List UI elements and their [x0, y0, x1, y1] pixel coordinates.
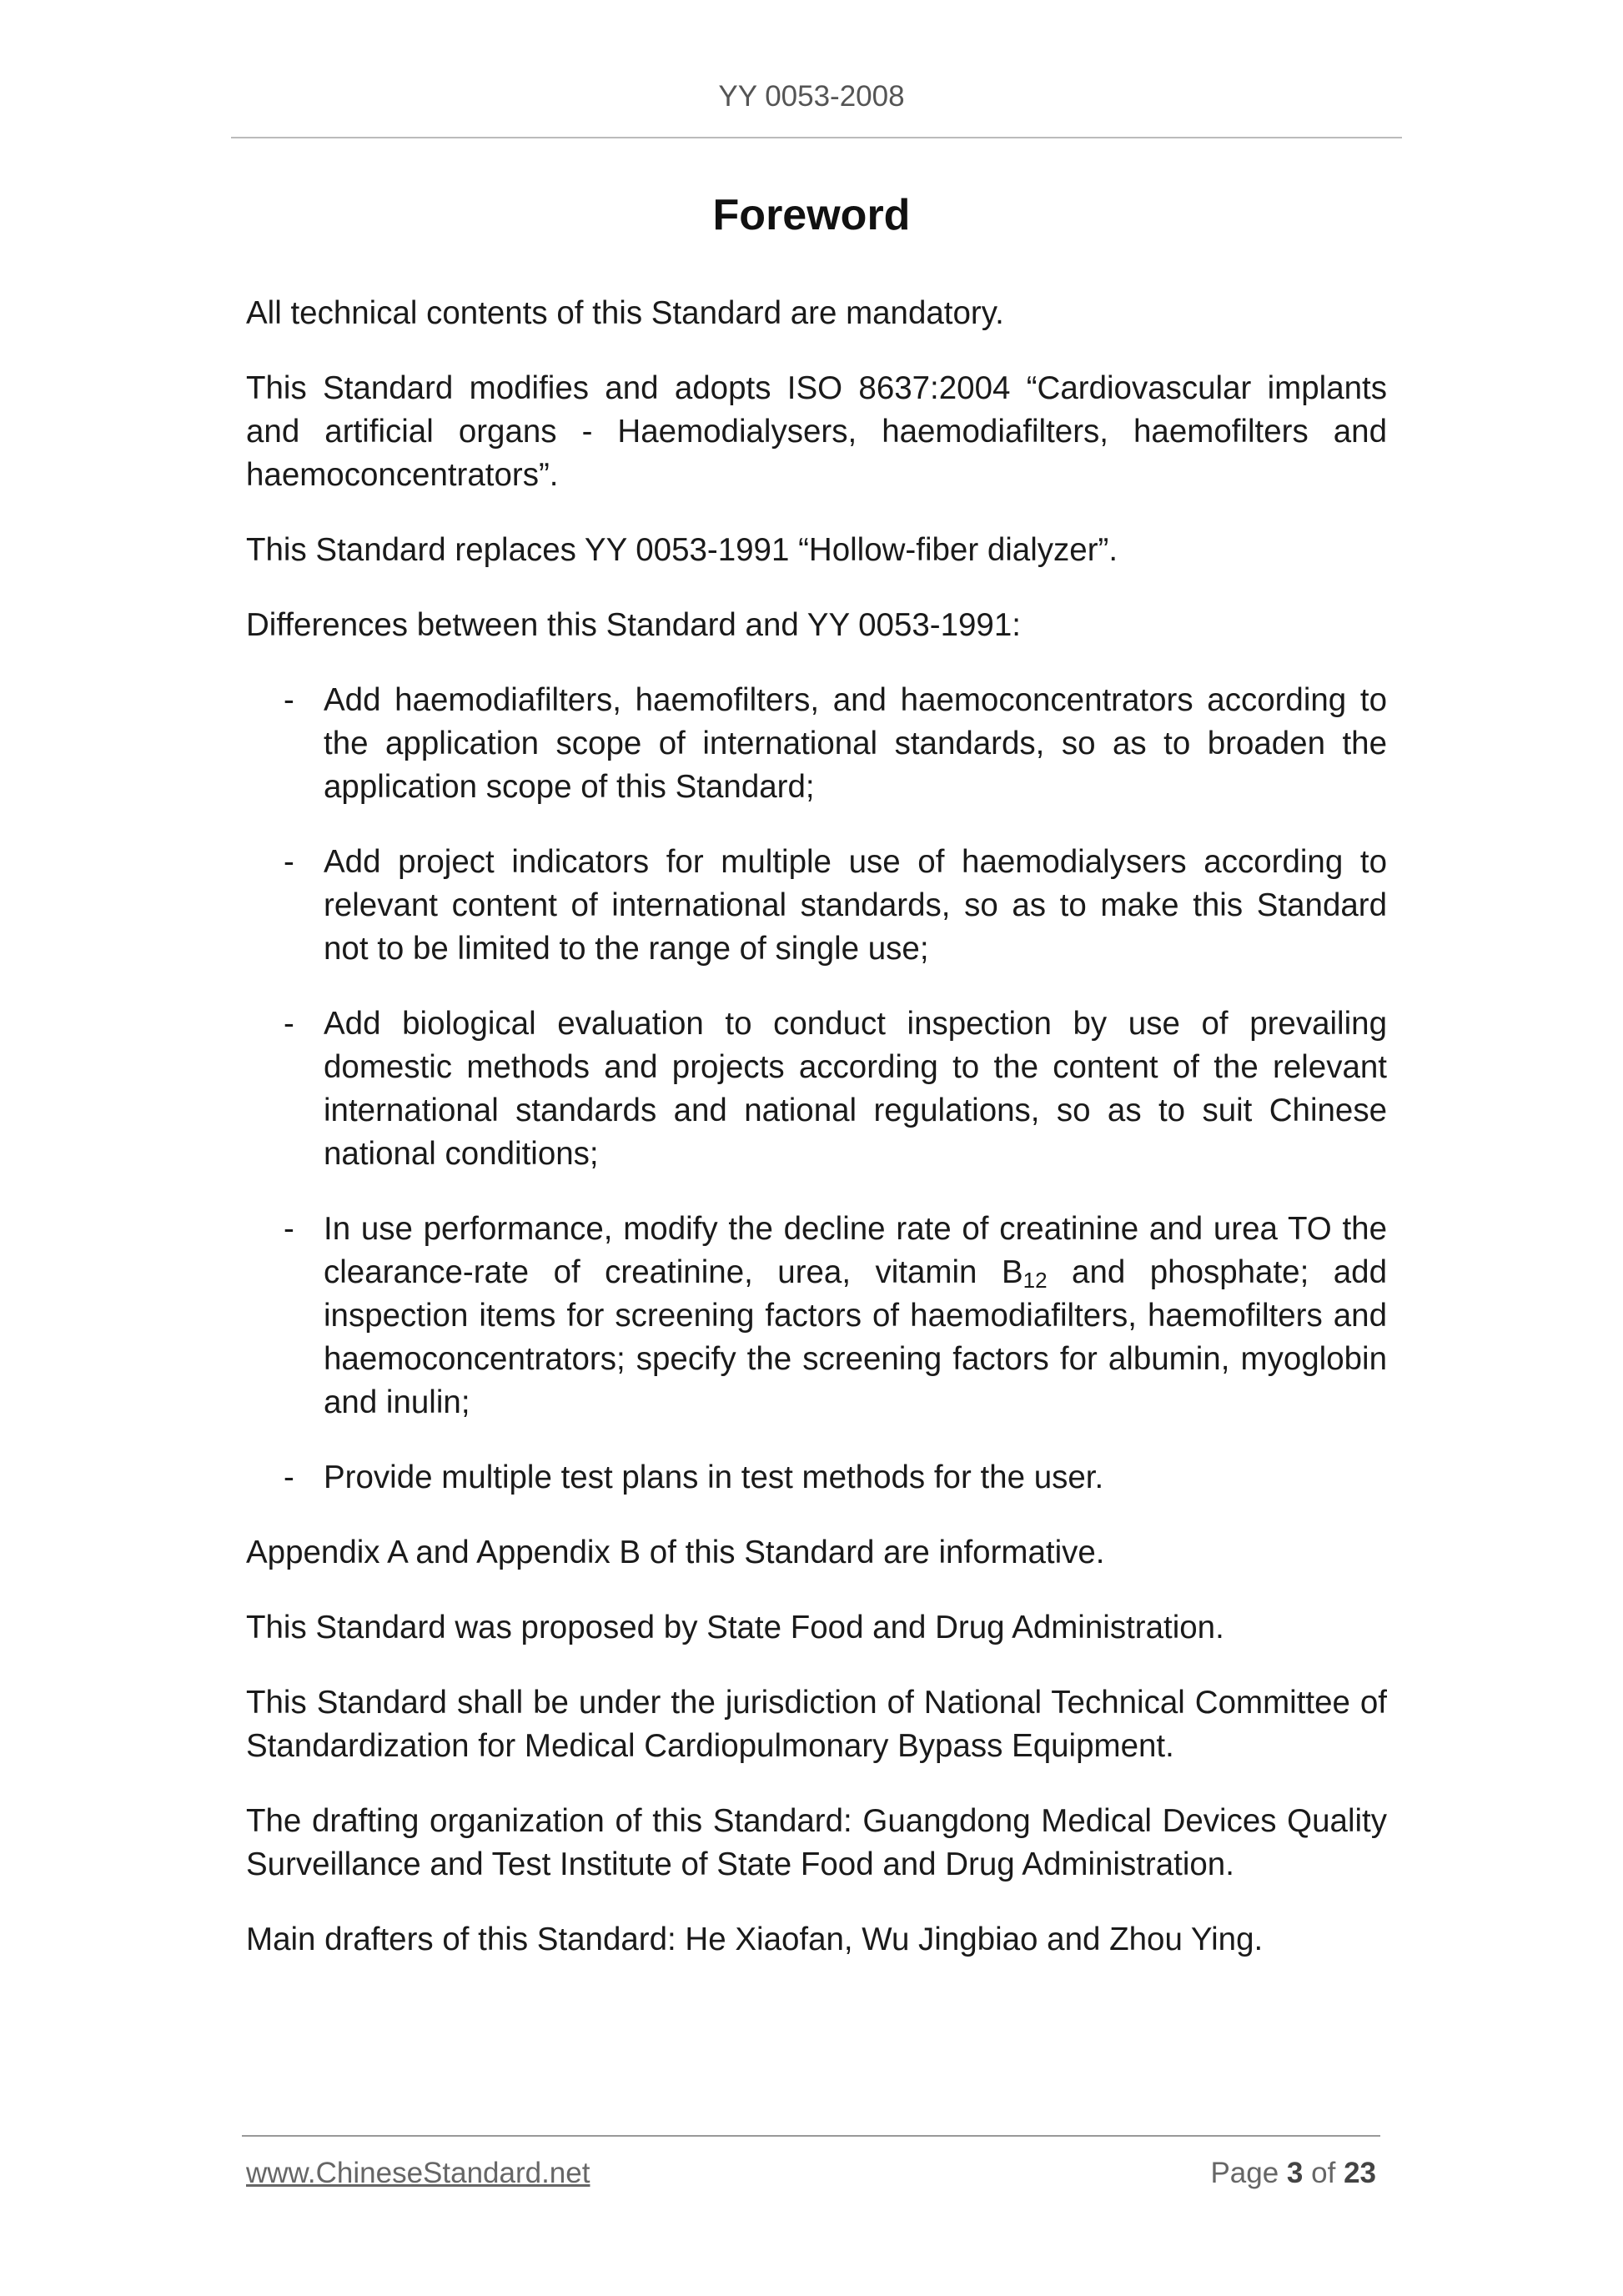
list-bullet: - — [284, 682, 294, 718]
page-of: of — [1311, 2157, 1336, 2189]
page-title: Foreword — [712, 191, 911, 239]
paragraph-proposed-by: This Standard was proposed by State Food and Drug Administration. — [246, 1610, 1224, 1645]
list-item-text-part2: and phosphate; add inspection items for screening factors of haemodiafilters, haemofilters and haemoconcentrators; specify the screening factors for albumin, myoglobin and inulin; — [324, 1254, 1387, 1420]
page-total: 23 — [1344, 2157, 1376, 2189]
page-header-doc-code: YY 0053-2008 — [718, 80, 905, 113]
list-item — [246, 1002, 1387, 1176]
list-item-text: Provide multiple test plans in test methods for the user. — [324, 1459, 1104, 1495]
list-item-text-part1: In use performance, modify the decline rate of creatinine and urea TO the clearance-rate of creatinine, urea, vitamin B — [324, 1211, 1387, 1290]
paragraph-jurisdiction: This Standard shall be under the jurisdiction of National Technical Committee of Standardization for Medical Cardiopulmonary Bypass Equipment. — [246, 1685, 1387, 1764]
list-bullet: - — [284, 1006, 294, 1042]
list-item — [246, 841, 1387, 971]
list-item-text: Add biological evaluation to conduct inspection by use of prevailing domestic methods and projects according to the content of the relevant international standards and national regulations, so as to suit Chinese national conditions; — [324, 1006, 1387, 1172]
paragraph-mandatory: All technical contents of this Standard are mandatory. — [246, 295, 1004, 331]
list-item-text: Add project indicators for multiple use of haemodialysers according to relevant content of international standards, so as to make this Standard not to be limited to the range of single use; — [324, 844, 1387, 967]
list-item-text: Add haemodiafilters, haemofilters, and haemoconcentrators according to the application scope of international standards, so as to broaden the application scope of this Standard; — [324, 682, 1387, 805]
paragraph-drafting-organization: The drafting organization of this Standard: Guangdong Medical Devices Quality Surveillance and Test Institute of State Food and Drug Administration. — [246, 1803, 1387, 1882]
list-item — [246, 1456, 1387, 1500]
page-word: Page — [1210, 2157, 1279, 2189]
page-footer — [246, 2157, 1376, 2190]
list-item-text — [324, 1211, 1387, 1420]
foreword-body — [246, 292, 1387, 1993]
page-number — [1210, 2157, 1376, 2190]
differences-list — [246, 679, 1387, 1500]
list-item — [246, 679, 1387, 809]
paragraph-differences-intro: Differences between this Standard and YY 0053-1991: — [246, 607, 1021, 643]
vitamin-subscript: 12 — [1023, 1268, 1048, 1293]
header-divider — [231, 137, 1402, 138]
website-link[interactable]: www.ChineseStandard.net — [246, 2157, 590, 2189]
paragraph-replaces: This Standard replaces YY 0053-1991 “Hollow-fiber dialyzer”. — [246, 532, 1118, 568]
paragraph-appendix: Appendix A and Appendix B of this Standard are informative. — [246, 1535, 1105, 1570]
footer-divider — [242, 2135, 1380, 2137]
list-bullet: - — [284, 1459, 294, 1495]
page-current: 3 — [1286, 2157, 1304, 2189]
list-item — [246, 1208, 1387, 1424]
paragraph-modifies-iso: This Standard modifies and adopts ISO 8637:2004 “Cardiovascular implants and artificial organs - Haemodialysers, haemodiafilters, haemofilters and haemoconcentrators”. — [246, 370, 1387, 493]
list-bullet: - — [284, 844, 294, 880]
paragraph-main-drafters: Main drafters of this Standard: He Xiaofan, Wu Jingbiao and Zhou Ying. — [246, 1922, 1264, 1957]
list-bullet: - — [284, 1211, 294, 1247]
